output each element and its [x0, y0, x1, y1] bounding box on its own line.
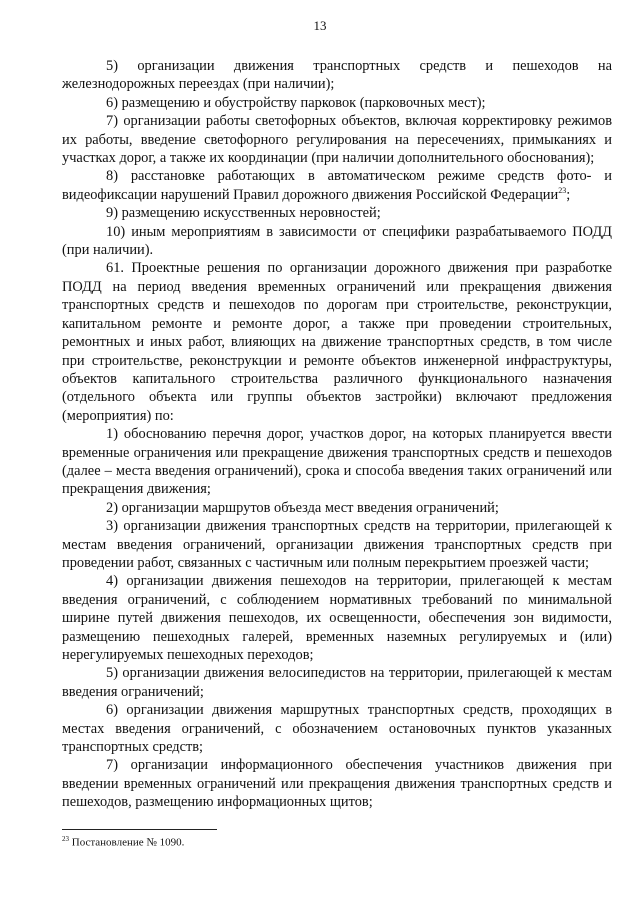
paragraph: 1) обоснованию перечня дорог, участков дорог, на которых планируется ввести временные ограничения или прекращение движения транспортных средств и пешеходов (далее – места введения ограничений), срока и способа введения таких ограничений или прекращения движения;	[62, 426, 612, 498]
paragraph: 5) организации движения велосипедистов на территории, прилегающей к местам введения ограничений;	[62, 665, 612, 700]
paragraph: 61. Проектные решения по организации дорожного движения при разработке ПОДД на период введения временных ограничений или прекращения движения транспортных средств и пешеходов по дорогам при строительстве, реконструкции, капитальном ремонте и ремонте дорог, а также при проведении строительных, ремонтных и иных работ, влияющих на движение транспортных средств, в том числе при строительстве, реконструкции и ремонте объектов инженерной инфраструктуры, объектов капитального строительства различного функционального назначения (отдельного объекта или группы объектов застройки) включают предложения (мероприятия) по:	[62, 260, 612, 424]
paragraph: 7) организации информационного обеспечения участников движения при введении временных ограничений или прекращения движения транспортных средств и пешеходов, размещению информационных щитов;	[62, 757, 612, 811]
paragraph: 4) организации движения пешеходов на территории, прилегающей к местам введения ограничений, с соблюдением нормативных требований по минимальной ширине путей движения пешеходов, их освещенности, обеспечения зон видимости, размещению пешеходных галерей, временных наземных регулируемых и (или) нерегулируемых пешеходных переходов;	[62, 573, 612, 663]
footnote-text: Постановление № 1090.	[71, 836, 185, 849]
footnote-divider	[62, 829, 217, 830]
footnote-reference: 23	[558, 186, 567, 196]
paragraph: 10) иным мероприятиям в зависимости от специфики разрабатываемого ПОДД (при наличии).	[62, 223, 612, 259]
paragraph: 6) организации движения маршрутных транспортных средств, проходящих в местах введения ограничений, с обозначением остановочных пунктов указанных транспортных средств;	[62, 702, 612, 756]
paragraph: 9) размещению искусственных неровностей;	[106, 205, 381, 222]
paragraph: 3) организации движения транспортных средств на территории, прилегающей к местам введения ограничений, организации движения транспортных средств при проведении работ, связанных с частичным или полным перекрытием проезжей части;	[62, 518, 612, 571]
paragraph-with-footnote	[62, 167, 612, 204]
paragraph-text: 8) расстановке работающих в автоматическом режиме средств фото- и видеофиксации нарушений Правил дорожного движения Российской Федерации	[62, 168, 612, 203]
paragraph-end-punctuation: ;	[566, 186, 571, 203]
document-body	[62, 57, 612, 812]
paragraph: 7) организации работы светофорных объектов, включая корректировку режимов их работы, введение светофорного регулирования на пересечениях, примыканиях и участках дорог, а также их координации (при наличии дополнительного обоснования);	[62, 113, 612, 167]
paragraph: 6) размещению и обустройству парковок (парковочных мест);	[106, 94, 486, 111]
page-number: 13	[313, 18, 327, 33]
paragraph: 5) организации движения транспортных средств и пешеходов на железнодорожных переездах (при наличии);	[62, 58, 612, 93]
footnote-marker: 23	[62, 835, 69, 843]
paragraph: 2) организации маршрутов объезда мест введения ограничений;	[106, 499, 499, 516]
footnote	[62, 833, 184, 850]
